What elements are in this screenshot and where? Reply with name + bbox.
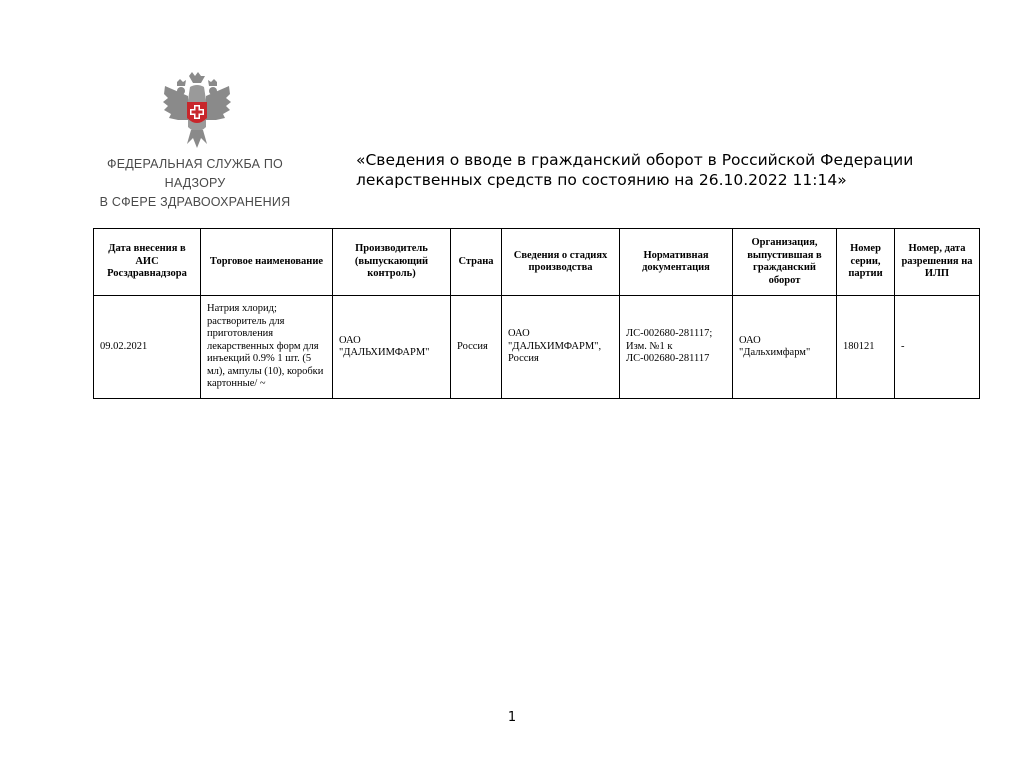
cell-regulatory-docs: ЛС-002680-281117; Изм. №1 к ЛС-002680-281117 — [620, 296, 733, 399]
agency-name-line2: В СФЕРЕ ЗДРАВООХРАНЕНИЯ — [99, 195, 291, 209]
registry-table — [93, 228, 980, 399]
double-headed-eagle-emblem-icon — [161, 72, 233, 150]
column-header-production-stages: Сведения о стадиях производства — [502, 229, 620, 296]
cell-manufacturer: ОАО "ДАЛЬХИМФАРМ" — [333, 296, 451, 399]
cell-country: Россия — [451, 296, 502, 399]
column-header-organization: Организация, выпустившая в гражданский оборот — [733, 229, 837, 296]
column-header-manufacturer: Производитель (выпускающий контроль) — [333, 229, 451, 296]
column-header-trade-name: Торговое наименование — [201, 229, 333, 296]
cell-trade-name: Натрия хлорид; растворитель для приготовления лекарственных форм для инъекций 0.9% 1 шт. (5 мл), ампулы (10), коробки картонные/ ~ — [201, 296, 333, 399]
table-row — [94, 296, 980, 399]
agency-name — [80, 155, 310, 212]
column-header-date: Дата внесения в АИС Росздравнадзора — [94, 229, 201, 296]
cell-batch-number: 180121 — [837, 296, 895, 399]
column-header-country: Страна — [451, 229, 502, 296]
cell-production-stages: ОАО "ДАЛЬХИМФАРМ", Россия — [502, 296, 620, 399]
column-header-permit: Номер, дата разрешения на ИЛП — [895, 229, 980, 296]
table-header-row — [94, 229, 980, 296]
cell-date: 09.02.2021 — [94, 296, 201, 399]
document-title — [356, 150, 956, 190]
column-header-regulatory-docs: Нормативная документация — [620, 229, 733, 296]
agency-name-line1: ФЕДЕРАЛЬНАЯ СЛУЖБА ПО НАДЗОРУ — [107, 157, 283, 190]
cell-organization: ОАО "Дальхимфарм" — [733, 296, 837, 399]
column-header-batch-number: Номер серии, партии — [837, 229, 895, 296]
cell-permit: - — [895, 296, 980, 399]
document-title-line2: лекарственных средств по состоянию на 26.10.2022 11:14» — [356, 171, 847, 189]
document-title-line1: «Сведения о вводе в гражданский оборот в Российской Федерации — [356, 151, 914, 169]
page-number: 1 — [507, 710, 517, 725]
